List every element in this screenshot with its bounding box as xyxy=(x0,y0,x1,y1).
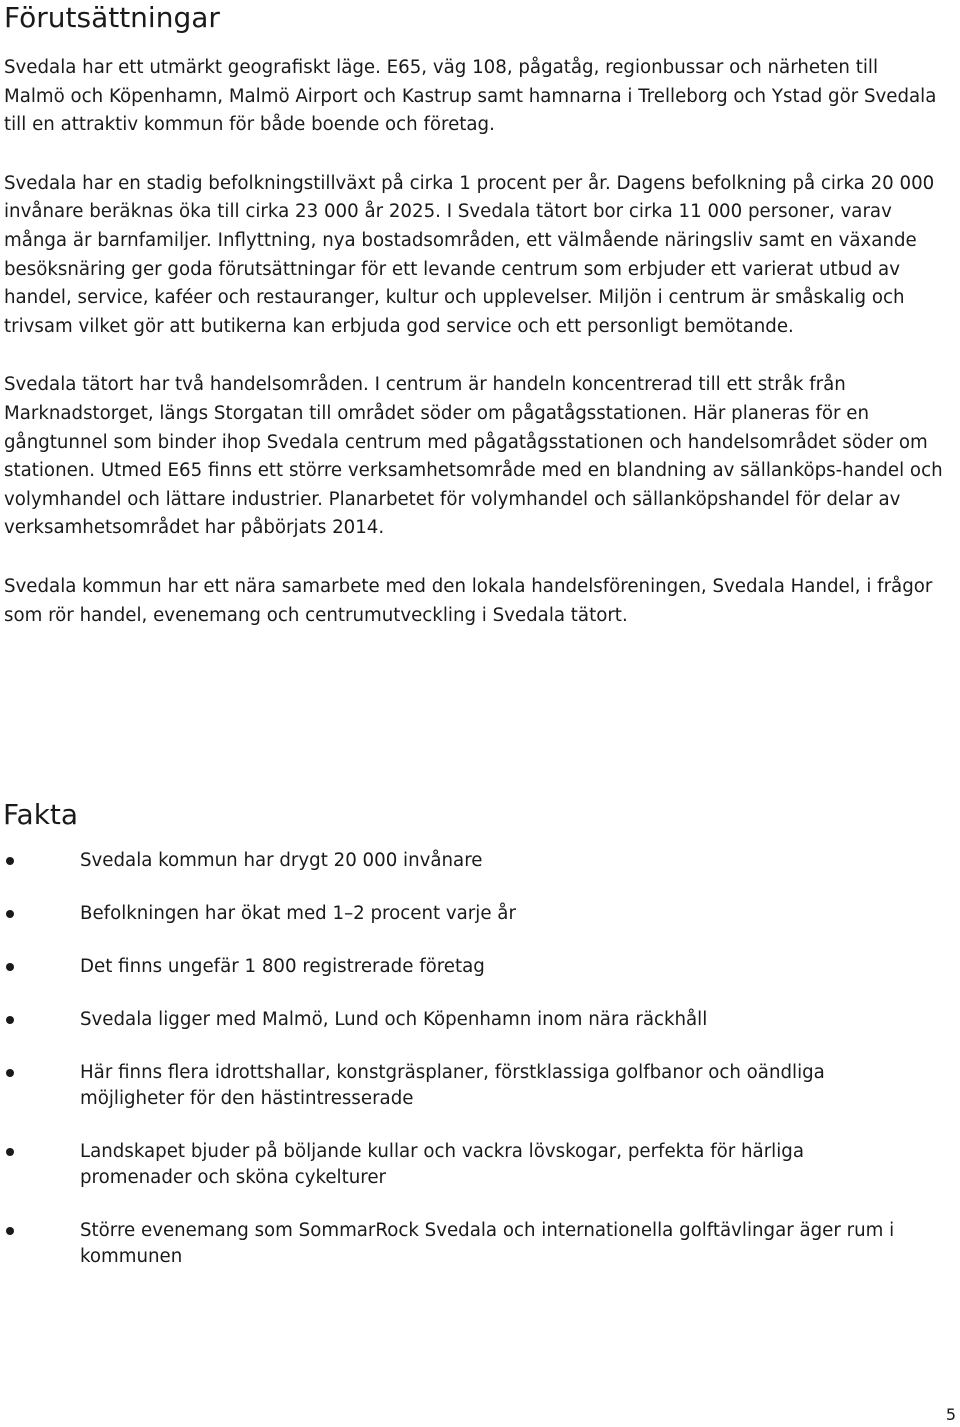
fakta-item xyxy=(0,1007,900,1033)
bullet-icon xyxy=(6,1148,14,1156)
fakta-item-text: Det finns ungefär 1 800 registrerade företag xyxy=(80,956,485,977)
paragraph-location: Svedala har ett utmärkt geografiskt läge. E65, väg 108, pågatåg, regionbussar och närheten till Malmö och Köpenhamn, Malmö Airport och Kastrup samt hamnarna i Trelleborg och Ystad gör Svedala till en attraktiv kommun för både boende och företag. xyxy=(4,57,937,136)
page-title: Förutsättningar xyxy=(4,1,220,34)
fakta-item-text: Svedala kommun har drygt 20 000 invånare xyxy=(80,850,483,871)
fakta-item xyxy=(0,954,900,980)
fakta-item-text: Större evenemang som SommarRock Svedala och internationella golftävlingar äger rum i kommunen xyxy=(80,1220,895,1267)
fakta-item-text: Befolkningen har ökat med 1–2 procent varje år xyxy=(80,903,516,924)
bullet-icon xyxy=(6,1069,14,1077)
page-number: 5 xyxy=(945,1405,956,1424)
fakta-item xyxy=(0,848,900,874)
fakta-item-text: Här finns flera idrottshallar, konstgräsplaner, förstklassiga golfbanor och oändliga möjligheter för den hästintresserade xyxy=(80,1062,825,1109)
fakta-item-text: Landskapet bjuder på böljande kullar och vackra lövskogar, perfekta för härliga promenader och sköna cykelturer xyxy=(80,1141,804,1188)
paragraph-commerce-areas: Svedala tätort har två handelsområden. I centrum är handeln koncentrerad till ett stråk från Marknadstorget, längs Storgatan till området söder om pågatågsstationen. Här planeras för en gångtunnel som binder ihop Svedala centrum med pågatågsstationen och handelsområdet söder om stationen. Utmed E65 finns ett större verksamhetsområde med en blandning av sällanköps-handel och volymhandel och lättare industrier. Planarbetet för volymhandel och sällanköpshandel för delar av verksamhetsområdet har påbörjats 2014. xyxy=(4,374,943,539)
fakta-item xyxy=(0,1060,900,1112)
fakta-heading: Fakta xyxy=(3,798,79,831)
body-text xyxy=(4,54,944,660)
fakta-item xyxy=(0,901,900,927)
paragraph-population: Svedala har en stadig befolkningstillväxt på cirka 1 procent per år. Dagens befolkning på cirka 20 000 invånare beräknas öka till cirka 23 000 år 2025. I Svedala tätort bor cirka 11 000 personer, varav många är barnfamiljer. Inflyttning, nya bostadsområden, ett välmående näringsliv samt en växande besöksnäring ger goda förutsättningar för ett levande centrum som erbjuder ett varierat utbud av handel, service, kaféer och restauranger, kultur och upplevelser. Miljön i centrum är småskalig och trivsam vilket gör att butikerna kan erbjuda god service och ett personligt bemötande. xyxy=(4,172,935,337)
bullet-icon xyxy=(6,857,14,865)
paragraph-cooperation: Svedala kommun har ett nära samarbete med den lokala handelsföreningen, Svedala Handel, i frågor som rör handel, evenemang och centrumutveckling i Svedala tätort. xyxy=(4,575,933,626)
fakta-list xyxy=(0,848,900,1297)
bullet-icon xyxy=(6,1016,14,1024)
fakta-item xyxy=(0,1218,900,1270)
bullet-icon xyxy=(6,1227,14,1235)
fakta-item-text: Svedala ligger med Malmö, Lund och Köpenhamn inom nära räckhåll xyxy=(80,1009,708,1030)
bullet-icon xyxy=(6,963,14,971)
bullet-icon xyxy=(6,910,14,918)
fakta-item xyxy=(0,1139,900,1191)
